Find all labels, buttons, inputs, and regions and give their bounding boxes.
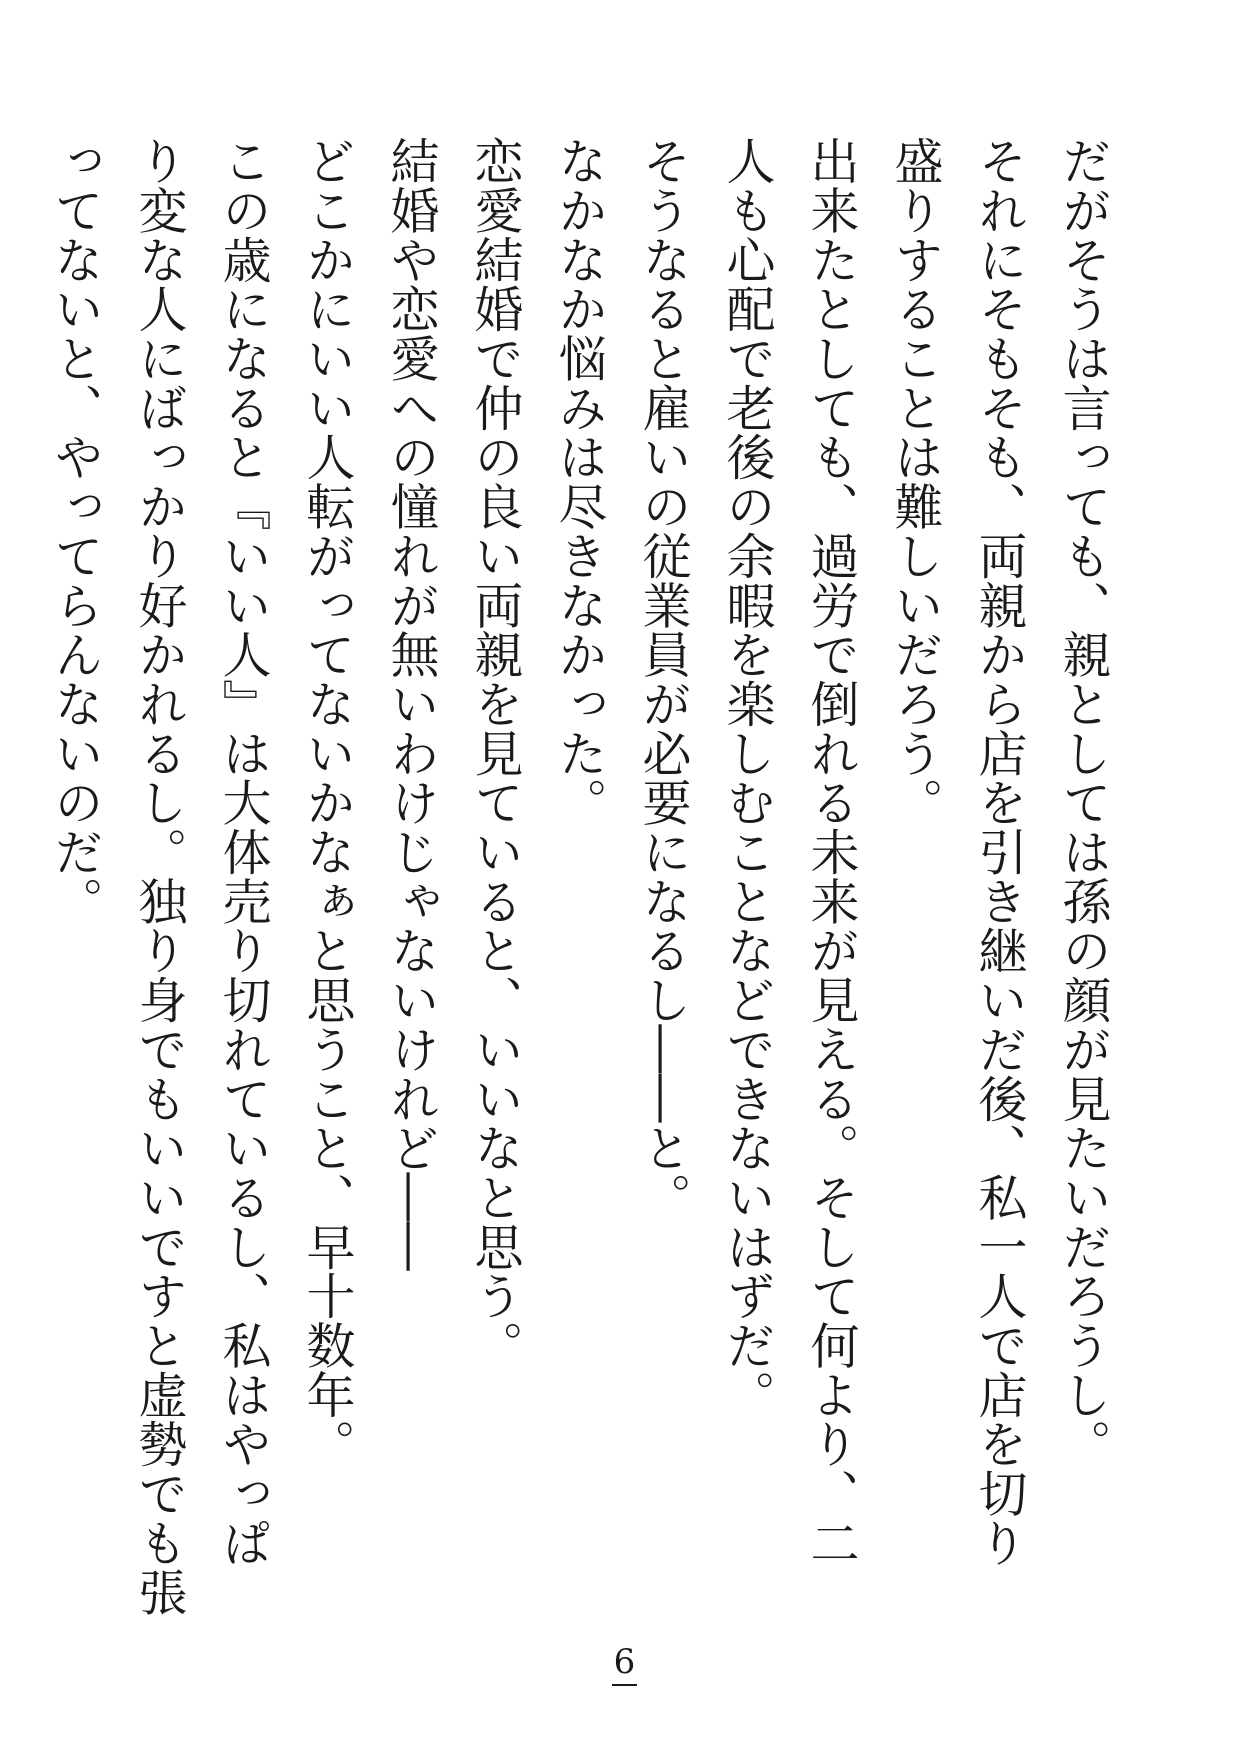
- page-number-label: 6: [612, 1642, 638, 1686]
- text-line: この歳になると『いい人』は大体売り切れているし、私はやっぱ: [215, 136, 272, 1568]
- text-line: 盛りすることは難しいだろう。: [887, 136, 944, 827]
- text-line: 人も心配で老後の余暇を楽しむことなどできないはずだ。: [719, 136, 776, 1420]
- text-line: 出来たとしても、過労で倒れる未来が見える。そして何より、二: [803, 136, 860, 1568]
- text-line: それにそもそも、両親から店を引き継いだ後、私一人で店を切り: [971, 136, 1028, 1568]
- text-line: 結婚や恋愛への憧れが無いわけじゃないけれど――: [383, 136, 440, 1272]
- vertical-text-body: [33, 136, 1125, 1617]
- text-line: どこかにいい人転がってないかなぁと思うこと、早十数年。: [299, 136, 356, 1469]
- page-number: [0, 1642, 1241, 1686]
- text-line: だがそうは言っても、親としては孫の顔が見たいだろうし。: [1055, 136, 1112, 1469]
- text-line: そうなると雇いの従業員が必要になるし――と。: [635, 136, 692, 1222]
- text-line: 恋愛結婚で仲の良い両親を見ていると、いいなと思う。: [467, 136, 524, 1370]
- text-line: なかなか悩みは尽きなかった。: [551, 136, 608, 827]
- text-line: ってないと、やってらんないのだ。: [47, 136, 104, 926]
- text-line: り変な人にばっかり好かれるし。独り身でもいいですと虚勢でも張: [131, 136, 188, 1617]
